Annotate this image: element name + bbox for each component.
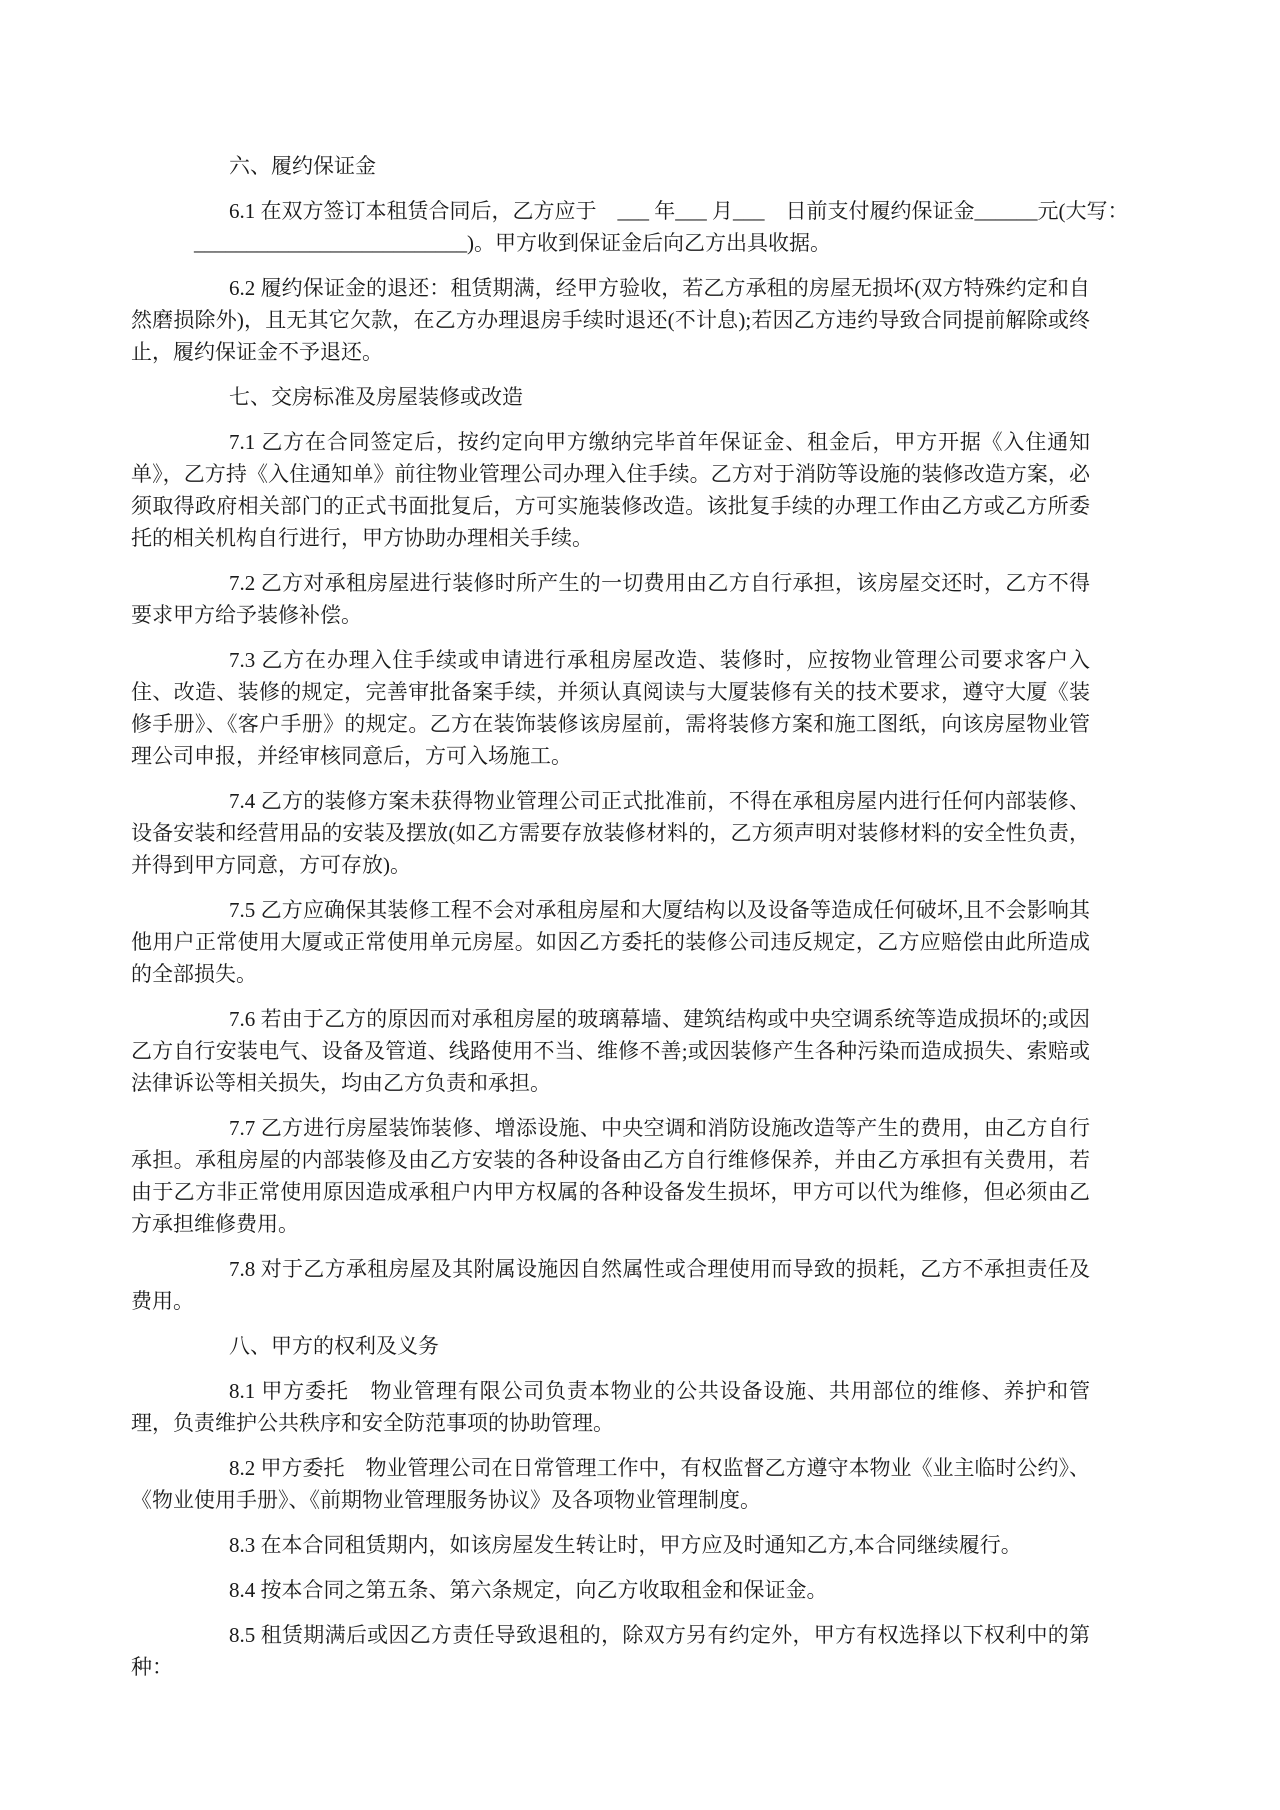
clause-7-7: 7.7 乙方进行房屋装饰装修、增添设施、中央空调和消防设施改造等产生的费用，由乙方自行承担。承租房屋的内部装修及由乙方安装的各种设备由乙方自行维修保养，并由乙方承担有关费用，若由于乙方非正常使用原因造成承租户内甲方权属的各种设备发生损坏，甲方可以代为维修，但必须由乙方承担维修费用。 [131, 1116, 1090, 1236]
section-heading-handover-renovation: 七、交房标准及房屋装修或改造 [229, 385, 523, 409]
clause-7-2: 7.2 乙方对承租房屋进行装修时所产生的一切费用由乙方自行承担，该房屋交还时，乙方不得要求甲方给予装修补偿。 [131, 571, 1090, 627]
clause-7-8: 7.8 对于乙方承租房屋及其附属设施因自然属性或合理使用而导致的损耗，乙方不承担责任及费用。 [131, 1257, 1090, 1313]
clause-8-2: 8.2 甲方委托 物业管理公司在日常管理工作中，有权监督乙方遵守本物业《业主临时公约》、《物业使用手册》、《前期物业管理服务协议》及各项物业管理制度。 [131, 1456, 1090, 1512]
clause-7-5: 7.5 乙方应确保其装修工程不会对承租房屋和大厦结构以及设备等造成任何破坏,且不会影响其他用户正常使用大厦或正常使用单元房屋。如因乙方委托的装修公司违反规定，乙方应赔偿由此所造成的全部损失。 [131, 898, 1090, 986]
clause-7-6: 7.6 若由于乙方的原因而对承租房屋的玻璃幕墙、建筑结构或中央空调系统等造成损坏的;或因乙方自行安装电气、设备及管道、线路使用不当、维修不善;或因装修产生各种污染而造成损失、索赔或法律诉讼等相关损失，均由乙方负责和承担。 [131, 1007, 1090, 1095]
clause-8-4: 8.4 按本合同之第五条、第六条规定，向乙方收取租金和保证金。 [229, 1578, 828, 1602]
clause-6-1 [131, 195, 1129, 259]
section-heading-performance-bond: 六、履约保证金 [229, 154, 376, 178]
clause-7-4: 7.4 乙方的装修方案未获得物业管理公司正式批准前，不得在承租房屋内进行任何内部装修、设备安装和经营用品的安装及摆放(如乙方需要存放装修材料的，乙方须声明对装修材料的安全性负责，并得到甲方同意，方可存放)。 [131, 789, 1090, 877]
clause-6-1-line-2: __________________________)。甲方收到保证金后向乙方出具收据。 [194, 231, 831, 255]
clause-8-3: 8.3 在本合同租赁期内，如该房屋发生转让时，甲方应及时通知乙方,本合同继续履行。 [229, 1533, 1022, 1557]
clause-6-2: 6.2 履约保证金的退还：租赁期满，经甲方验收，若乙方承租的房屋无损坏(双方特殊约定和自然磨损除外)，且无其它欠款，在乙方办理退房手续时退还(不计息);若因乙方违约导致合同提前解除或终止，履约保证金不予退还。 [131, 276, 1090, 364]
clause-7-3: 7.3 乙方在办理入住手续或申请进行承租房屋改造、装修时，应按物业管理公司要求客户入住、改造、装修的规定，完善审批备案手续，并须认真阅读与大厦装修有关的技术要求，遵守大厦《装修手册》、《客户手册》的规定。乙方在装饰装修该房屋前，需将装修方案和施工图纸，向该房屋物业管理公司申报，并经审核同意后，方可入场施工。 [131, 648, 1090, 768]
clause-7-1: 7.1 乙方在合同签定后，按约定向甲方缴纳完毕首年保证金、租金后，甲方开据《入住通知单》，乙方持《入住通知单》前往物业管理公司办理入住手续。乙方对于消防等设施的装修改造方案，必须取得政府相关部门的正式书面批复后，方可实施装修改造。该批复手续的办理工作由乙方或乙方所委托的相关机构自行进行，甲方协助办理相关手续。 [131, 430, 1090, 550]
clause-8-5: 8.5 租赁期满后或因乙方责任导致退租的，除双方另有约定外，甲方有权选择以下权利中的第 种： [131, 1623, 1111, 1679]
section-heading-lessor-rights: 八、甲方的权利及义务 [229, 1334, 439, 1358]
clause-8-1: 8.1 甲方委托 物业管理有限公司负责本物业的公共设备设施、共用部位的维修、养护和管理，负责维护公共秩序和安全防范事项的协助管理。 [131, 1379, 1090, 1435]
clause-6-1-line-1: 6.1 在双方签订本租赁合同后，乙方应于 ___ 年___ 月___ 日前支付履约保证金______元(大写： [229, 199, 1129, 223]
